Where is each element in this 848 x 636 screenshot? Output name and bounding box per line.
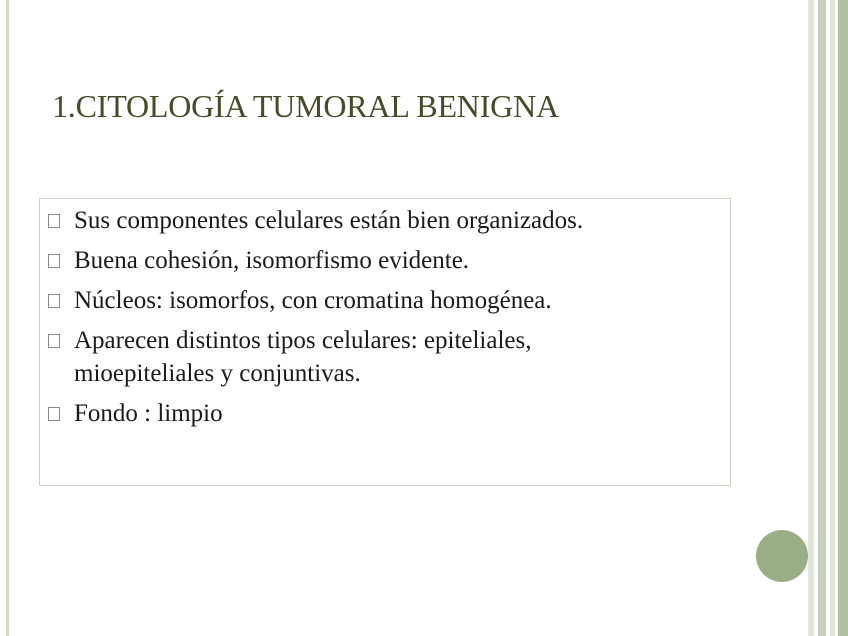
bullet-item	[40, 397, 730, 430]
stripe-2	[818, 0, 826, 636]
bullet-item	[40, 284, 730, 317]
bullet-text: Sus componentes celulares están bien organizados.	[74, 207, 584, 234]
bullet-text: Aparecen distintos tipos celulares: epiteliales, mioepiteliales y conjuntivas.	[74, 327, 532, 387]
slide-title: 1.CITOLOGÍA TUMORAL BENIGNA	[52, 88, 559, 124]
stripe-4	[838, 0, 848, 636]
bullet-item	[40, 244, 730, 277]
bullet-item	[40, 204, 730, 237]
bullet-text: Fondo : limpio	[74, 400, 223, 427]
bullet-text: Buena cohesión, isomorfismo evidente.	[74, 247, 470, 274]
bullet-square-icon	[48, 254, 60, 268]
right-stripes-decoration	[808, 0, 848, 636]
bullet-text: Núcleos: isomorfos, con cromatina homogénea.	[74, 287, 552, 314]
bullet-square-icon	[48, 407, 60, 421]
bullet-square-icon	[48, 214, 60, 228]
circle-decoration	[756, 530, 808, 582]
stripe-3	[830, 0, 835, 636]
left-rule-decoration	[6, 0, 9, 636]
bullet-square-icon	[48, 334, 60, 348]
bullet-list	[40, 199, 730, 430]
bullet-square-icon	[48, 294, 60, 308]
bullet-item	[40, 324, 730, 390]
stripe-1	[808, 0, 814, 636]
content-box	[39, 198, 731, 486]
